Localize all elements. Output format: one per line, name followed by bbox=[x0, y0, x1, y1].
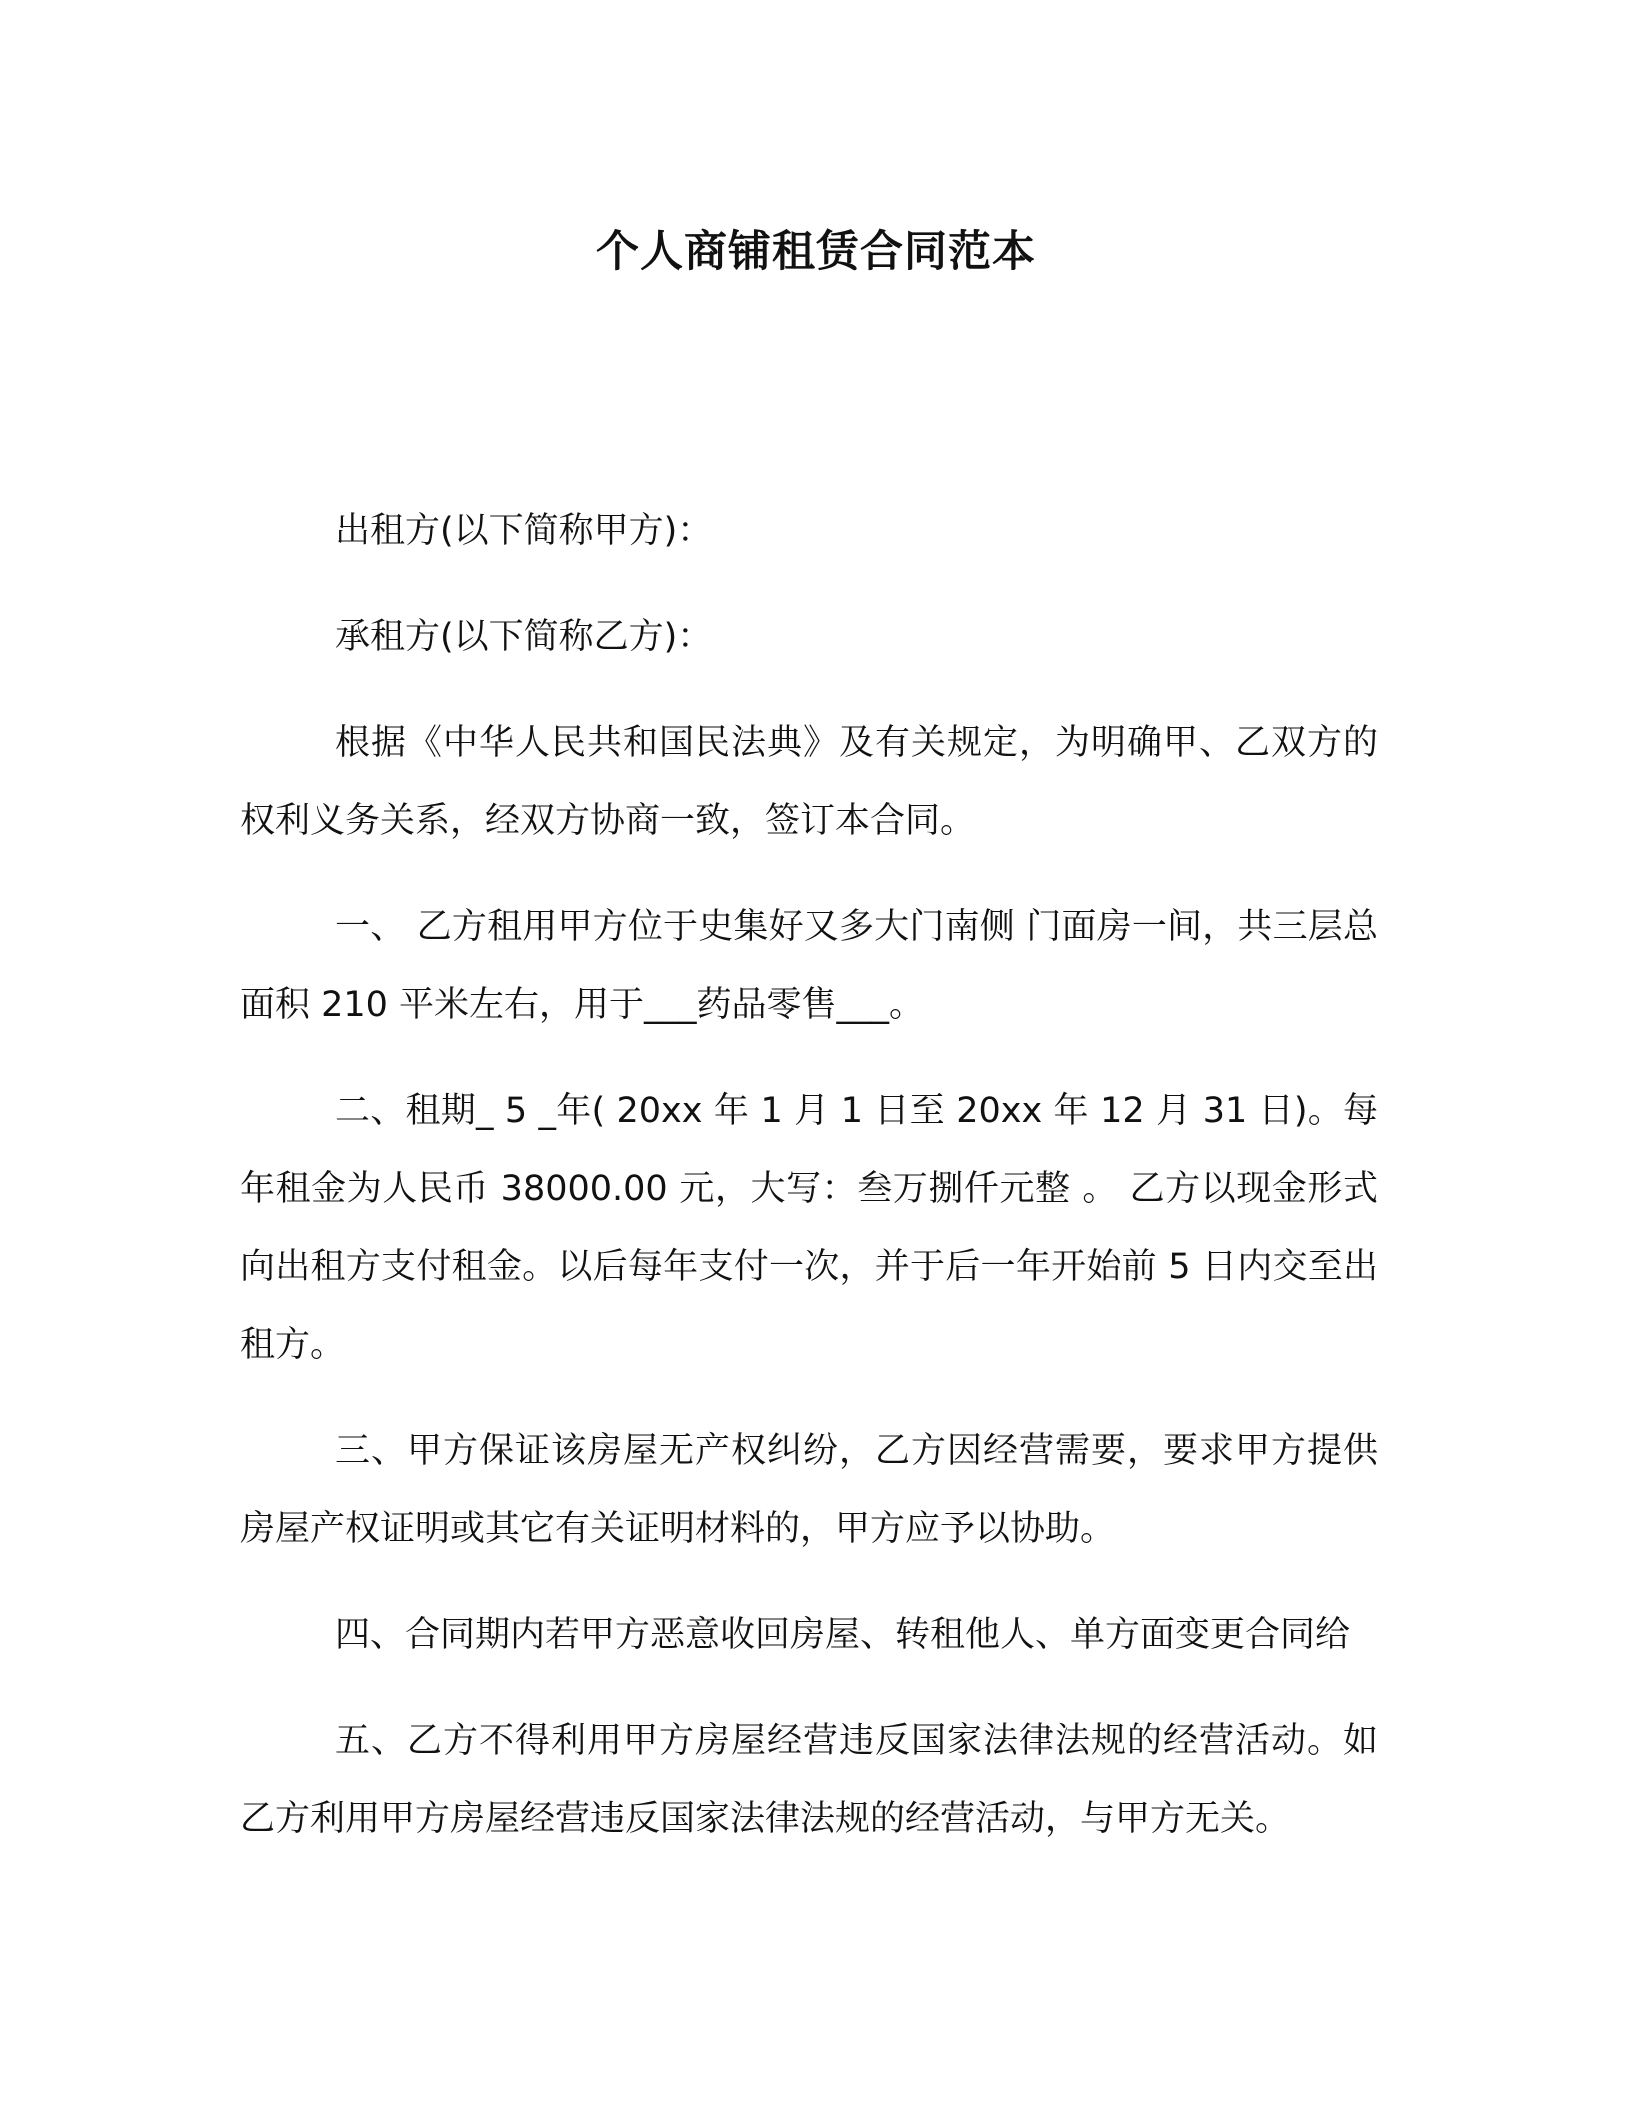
paragraph-clause-4: 四、合同期内若甲方恶意收回房屋、转租他人、单方面变更合同给 bbox=[335, 1615, 1351, 1655]
paragraph-lessee: 承租方(以下简称乙方)： bbox=[335, 617, 713, 657]
paragraph-clause-3: 三、甲方保证该房屋无产权纠纷，乙方因经营需要，要求甲方提供房屋产权证明或其它有关证明材料的，甲方应予以协助。 bbox=[240, 1431, 1378, 1549]
document-body bbox=[240, 492, 1378, 1886]
paragraph-lessor: 出租方(以下简称甲方)： bbox=[335, 511, 713, 551]
paragraph-preamble: 根据《中华人民共和国民法典》及有关规定，为明确甲、乙双方的权利义务关系，经双方协商一致，签订本合同。 bbox=[240, 723, 1378, 841]
paragraph-clause-5: 五、乙方不得利用甲方房屋经营违反国家法律法规的经营活动。如乙方利用甲方房屋经营违反国家法律法规的经营活动，与甲方无关。 bbox=[240, 1721, 1378, 1839]
document-title: 个人商铺租赁合同范本 bbox=[596, 227, 1036, 277]
paragraph-clause-2: 二、租期_ 5 _年( 20xx 年 1 月 1 日至 20xx 年 12 月 31 日)。每年租金为人民币 38000.00 元，大写：叁万捌仟元整 。 乙方以现金形式向出租方支付租金。以后每年支付一次，并于后一年开始前 5 日内交至出租方。 bbox=[240, 1091, 1378, 1365]
paragraph-clause-1: 一、 乙方租用甲方位于史集好又多大门南侧 门面房一间，共三层总面积 210 平米左右，用于___药品零售___。 bbox=[240, 907, 1378, 1025]
